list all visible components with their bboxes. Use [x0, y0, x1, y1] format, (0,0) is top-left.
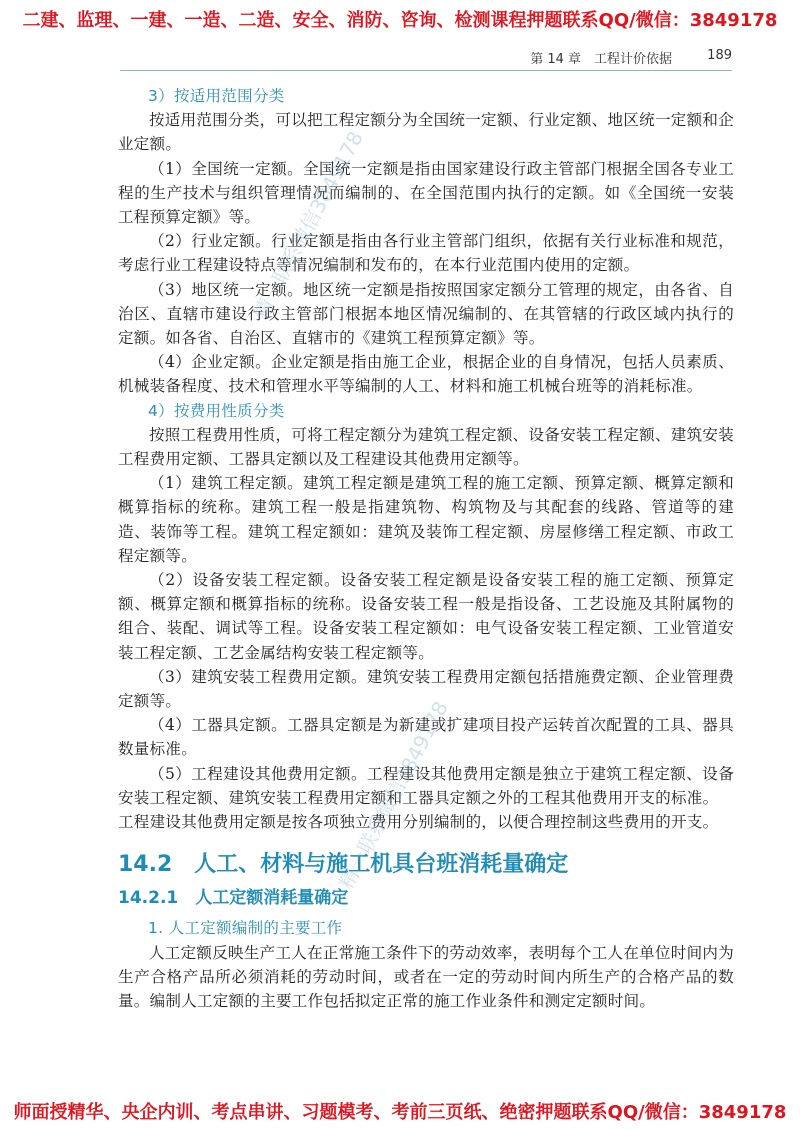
paragraph: （1）建筑工程定额。建筑工程定额是建筑工程的施工定额、预算定额、概算定额和概算指标的统称。建筑工程一般是指建筑物、构筑物及与其配套的线路、管道等的建造、装饰等工程。建筑工程定额如：建筑及装饰工程定额、房屋修缮工程定额、市政工程定额等。 [118, 474, 734, 565]
paragraph: 人工定额反映生产工人在正常施工条件下的劳动效率，表明每个工人在单位时间内为生产合格产品所必须消耗的劳动时间，或者在一定的劳动时间内所生产的合格产品的数量。编制人工定额的主要工作包括拟定正常的施工作业条件和测定定额时间。 [118, 943, 734, 1010]
paragraph: （5）工程建设其他费用定额。工程建设其他费用定额是独立于建筑工程定额、设备安装工程定额、建筑安装工程费用定额和工器具定额之外的工程其他费用开支的标准。 [118, 764, 734, 807]
paragraph: 工程建设其他费用定额是按各项独立费用分别编制的，以便合理控制这些费用的开支。 [118, 813, 719, 832]
paragraph: （1）全国统一定额。全国统一定额是指由国家建设行政主管部门根据全国各专业工程的生产技术与组织管理情况而编制的、在全国范围内执行的定额。如《全国统一安装工程预算定额》等。 [118, 159, 734, 227]
paragraph: （3）地区统一定额。地区统一定额是指按照国家定额分工管理的规定，由各省、自治区、直辖市建设行政主管部门根据本地区情况编制的、在其管辖的行政区域内执行的定额。如各省、自治区、直辖市的《建筑工程预算定额》等。 [118, 280, 734, 348]
chapter-title: 第 14 章 工程计价依据 [530, 52, 672, 67]
subsection-title-14-2-1: 14.2.1 人工定额消耗量确定 [118, 888, 349, 909]
paragraph: 按适用范围分类，可以把工程定额分为全国统一定额、行业定额、地区统一定额和企业定额。 [118, 111, 734, 154]
section-heading-scope: 3）按适用范围分类 [148, 87, 285, 105]
paragraph: （3）建筑安装工程费用定额。建筑安装工程费用定额包括措施费定额、企业管理费定额等。 [118, 667, 734, 711]
paragraph: （2）行业定额。行业定额是指由各行业主管部门组织，依据有关行业标准和规范，考虑行业工程建设特点等情况编制和发布的，在本行业范围内使用的定额。 [118, 232, 734, 275]
page-body [118, 84, 734, 1013]
section-title-14-2: 14.2 人工、材料与施工机具台班消耗量确定 [118, 852, 569, 878]
paragraph: （4）企业定额。企业定额是指由施工企业，根据企业的自身情况，包括人员素质、机械装备程度、技术和管理水平等编制的人工、材料和施工机械台班等的消耗标准。 [118, 353, 734, 396]
watermark-text: 精一联系微信3849178 [333, 697, 453, 894]
bottom-promo-banner: 师面授精华、央企内训、考点串讲、习题模考、考前三页纸、绝密押题联系QQ/微信：3849178 [13, 1102, 787, 1123]
watermark-text: 精一联系微信3849178 [248, 127, 368, 324]
page-number: 189 [707, 48, 732, 63]
item-heading: 1. 人工定额编制的主要工作 [148, 919, 343, 938]
top-promo-banner: 二建、监理、一建、一造、二造、安全、消防、咨询、检测课程押题联系QQ/微信：3849178 [22, 10, 778, 31]
paragraph: （4）工器具定额。工器具定额是为新建或扩建项目投产运转首次配置的工具、器具数量标准。 [118, 716, 734, 759]
section-heading-cost-nature: 4）按费用性质分类 [148, 401, 285, 420]
paragraph: （2）设备安装工程定额。设备安装工程定额是设备安装工程的施工定额、预算定额、概算定额和概算指标的统称。设备安装工程一般是指设备、工艺设施及其附属物的组合、装配、调试等工程。设备安装工程定额如：电气设备安装工程定额、工业管道安装工程定额、工艺金属结构安装工程定额等。 [118, 571, 734, 662]
paragraph: 按照工程费用性质，可将工程定额分为建筑工程定额、设备安装工程定额、建筑安装工程费用定额、工器具定额以及工程建设其他费用定额等。 [118, 425, 734, 469]
running-header [120, 44, 732, 71]
